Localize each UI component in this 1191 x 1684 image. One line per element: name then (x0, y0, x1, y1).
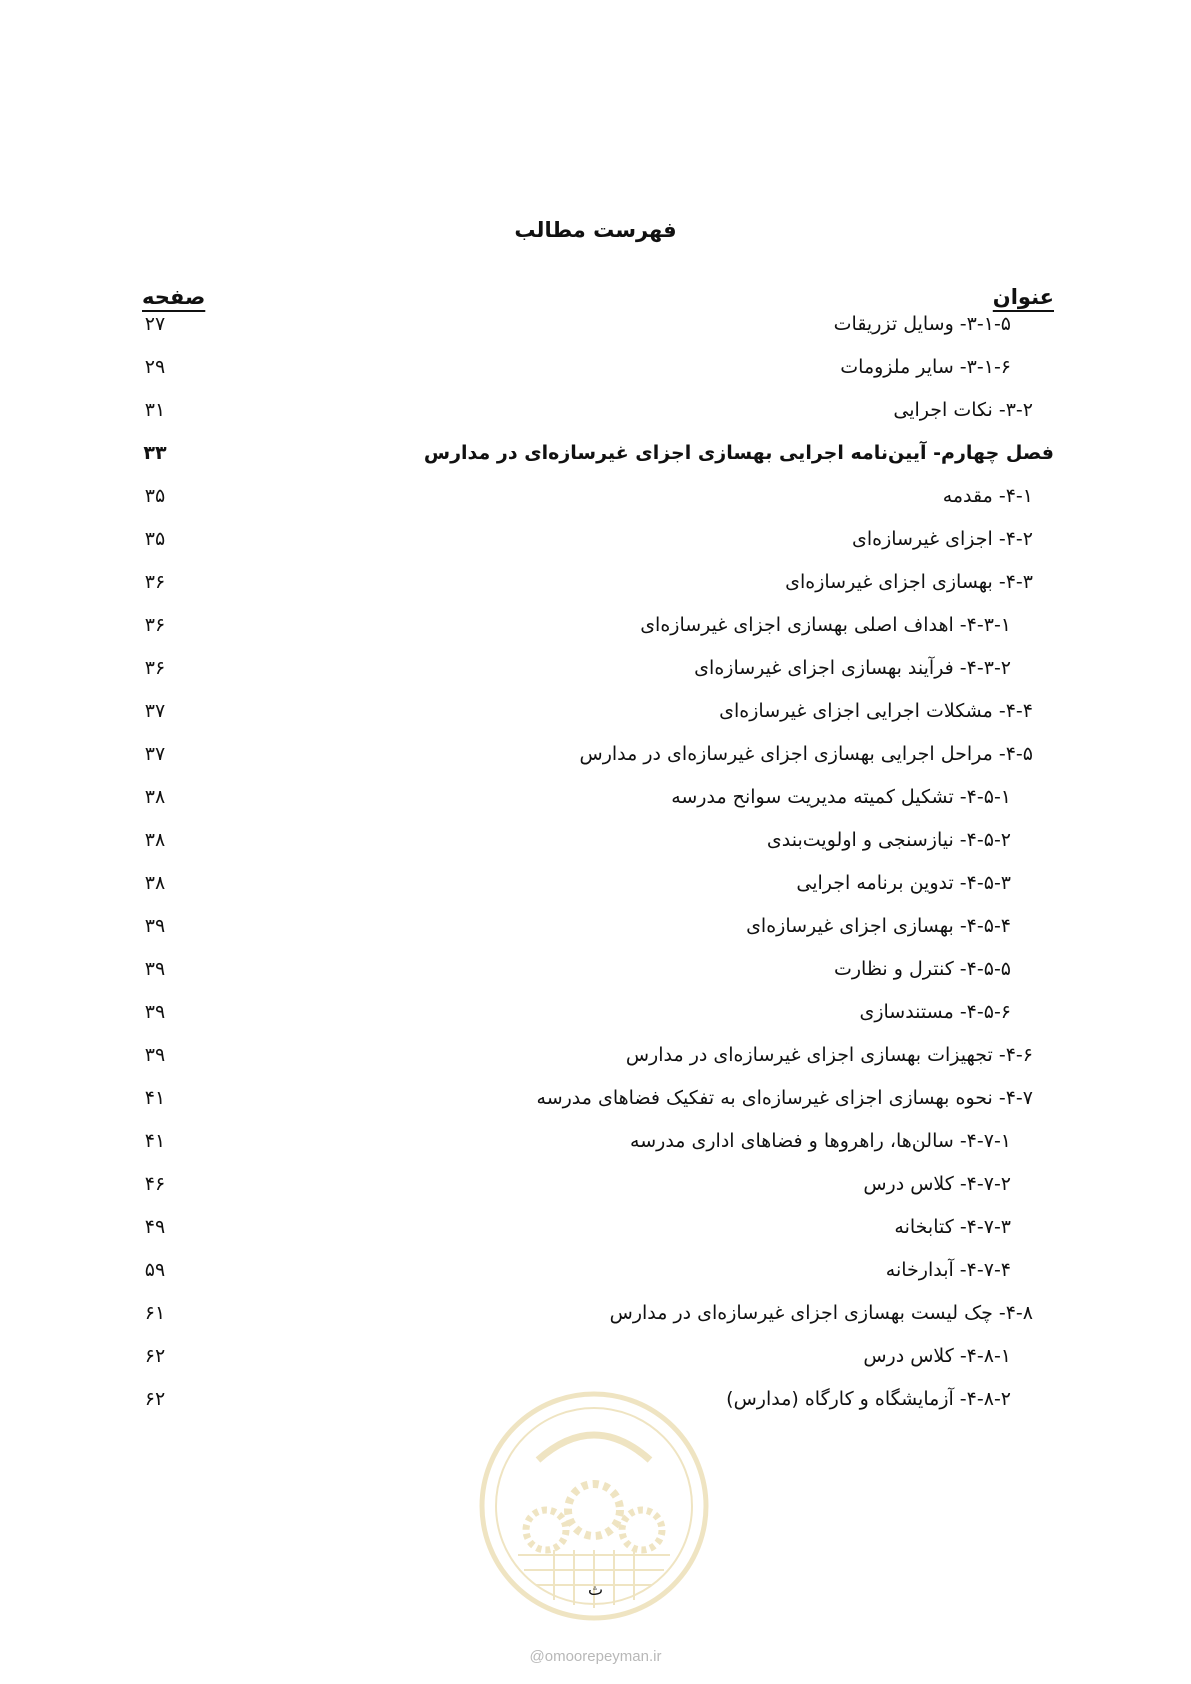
toc-entry-page: ۶۱ (144, 1302, 166, 1324)
toc-entry-title: ۴-۷-۲- کلاس درس (863, 1173, 1011, 1195)
toc-entry-page: ۳۵ (144, 485, 166, 507)
toc-entry-page: ۴۱ (144, 1130, 166, 1152)
toc-entry-page: ۲۷ (144, 313, 166, 335)
toc-entry-title: ۴-۸-۱- کلاس درس (863, 1345, 1011, 1367)
toc-entry-title: ۳-۲- نکات اجرایی (893, 399, 1033, 421)
toc-entry[interactable] (0, 1035, 1191, 1075)
toc-entry-title: ۴-۵-۶- مستندسازی (859, 1001, 1011, 1023)
toc-entry-title: ۴-۵-۱- تشکیل کمیته مدیریت سوانح مدرسه (671, 786, 1011, 808)
toc-entry-page: ۴۱ (144, 1087, 166, 1109)
toc-entry[interactable] (0, 777, 1191, 817)
toc-entry[interactable] (0, 820, 1191, 860)
toc-entry-page: ۶۲ (144, 1388, 166, 1410)
toc-entry-title: ۴-۶- تجهیزات بهسازی اجزای غیرسازه‌ای در مدارس (625, 1044, 1033, 1066)
toc-entry-title: ۳-۱-۶- سایر ملزومات (840, 356, 1011, 378)
toc-entry-page: ۴۶ (144, 1173, 166, 1195)
site-watermark: @omoorepeyman.ir (529, 1648, 662, 1665)
toc-entry-title: ۴-۵-۴- بهسازی اجزای غیرسازه‌ای (746, 915, 1011, 937)
toc-entry-title: ۴-۷-۳- کتابخانه (894, 1216, 1011, 1238)
toc-entry-title: ۴-۸- چک لیست بهسازی اجزای غیرسازه‌ای در مدارس (609, 1302, 1033, 1324)
toc-entry-page: ۵۹ (144, 1259, 166, 1281)
toc-entry[interactable] (0, 906, 1191, 946)
toc-entry[interactable] (0, 304, 1191, 344)
toc-entry[interactable] (0, 734, 1191, 774)
toc-entry-page: ۳۶ (144, 571, 166, 593)
toc-entry-page: ۳۷ (144, 743, 166, 765)
column-header-title: عنوان (992, 285, 1054, 309)
toc-entry-title: ۴-۳- بهسازی اجزای غیرسازه‌ای (785, 571, 1033, 593)
toc-entry-title: ۳-۱-۵- وسایل تزریقات (833, 313, 1011, 335)
toc-entry-page: ۳۳ (143, 442, 167, 464)
toc-entry[interactable] (0, 605, 1191, 645)
toc-entry[interactable] (0, 476, 1191, 516)
toc-entry[interactable] (0, 691, 1191, 731)
toc-chapter-entry[interactable] (0, 433, 1191, 473)
toc-entry-title: ۴-۵-۲- نیازسنجی و اولویت‌بندی (766, 829, 1011, 851)
toc-entry[interactable] (0, 1336, 1191, 1376)
toc-entry-page: ۳۹ (144, 1044, 166, 1066)
toc-entry-title: فصل چهارم- آیین‌نامه اجرایی بهسازی اجزای غیرسازه‌ای در مدارس (423, 442, 1054, 464)
toc-entry-title: ۴-۸-۲- آزمایشگاه و کارگاه (مدارس) (726, 1388, 1011, 1410)
toc-entry-page: ۳۸ (144, 872, 166, 894)
toc-entry[interactable] (0, 992, 1191, 1032)
toc-entry[interactable] (0, 1078, 1191, 1118)
toc-entry-title: ۴-۵-۳- تدوین برنامه اجرایی (796, 872, 1011, 894)
toc-entry[interactable] (0, 1293, 1191, 1333)
toc-entry-title: ۴-۷-۱- سالن‌ها، راهروها و فضاهای اداری مدرسه (630, 1130, 1011, 1152)
toc-entry-page: ۳۹ (144, 958, 166, 980)
toc-entry-page: ۳۶ (144, 614, 166, 636)
toc-entry-page: ۲۹ (144, 356, 166, 378)
toc-entry[interactable] (0, 1207, 1191, 1247)
toc-entry[interactable] (0, 1164, 1191, 1204)
toc-entry-page: ۳۹ (144, 1001, 166, 1023)
toc-entry[interactable] (0, 949, 1191, 989)
toc-entry-title: ۴-۴- مشکلات اجرایی اجزای غیرسازه‌ای (719, 700, 1033, 722)
toc-entry-title: ۴-۲- اجزای غیرسازه‌ای (851, 528, 1033, 550)
toc-entry[interactable] (0, 519, 1191, 559)
toc-entry[interactable] (0, 1121, 1191, 1161)
toc-entry-page: ۳۷ (144, 700, 166, 722)
toc-entry-page: ۳۸ (144, 786, 166, 808)
toc-entry[interactable] (0, 648, 1191, 688)
toc-entry[interactable] (0, 1250, 1191, 1290)
toc-entry-title: ۴-۳-۲- فرآیند بهسازی اجزای غیرسازه‌ای (694, 657, 1011, 679)
toc-entry-page: ۶۲ (144, 1345, 166, 1367)
toc-entry[interactable] (0, 863, 1191, 903)
toc-entry[interactable] (0, 562, 1191, 602)
column-header-page: صفحه (142, 285, 206, 309)
toc-entry-page: ۳۶ (144, 657, 166, 679)
toc-entry[interactable] (0, 347, 1191, 387)
toc-entry-title: ۴-۵- مراحل اجرایی بهسازی اجزای غیرسازه‌ای در مدارس (579, 743, 1033, 765)
page-number-letter: ث (587, 1580, 604, 1599)
toc-entry[interactable] (0, 390, 1191, 430)
toc-entry-title: ۴-۵-۵- کنترل و نظارت (833, 958, 1011, 980)
toc-entry-page: ۳۹ (144, 915, 166, 937)
toc-entry-page: ۳۸ (144, 829, 166, 851)
toc-entry-page: ۳۱ (144, 399, 166, 421)
toc-entry-title: ۴-۱- مقدمه (942, 485, 1033, 507)
toc-entry-title: ۴-۳-۱- اهداف اصلی بهسازی اجزای غیرسازه‌ای (640, 614, 1011, 636)
page-title: فهرست مطالب (514, 218, 677, 242)
toc-entry-title: ۴-۷- نحوه بهسازی اجزای غیرسازه‌ای به تفکیک فضاهای مدرسه (536, 1087, 1033, 1109)
toc-entry-page: ۳۵ (144, 528, 166, 550)
toc-entry-page: ۴۹ (144, 1216, 166, 1238)
toc-entry-title: ۴-۷-۴- آبدارخانه (885, 1259, 1011, 1281)
